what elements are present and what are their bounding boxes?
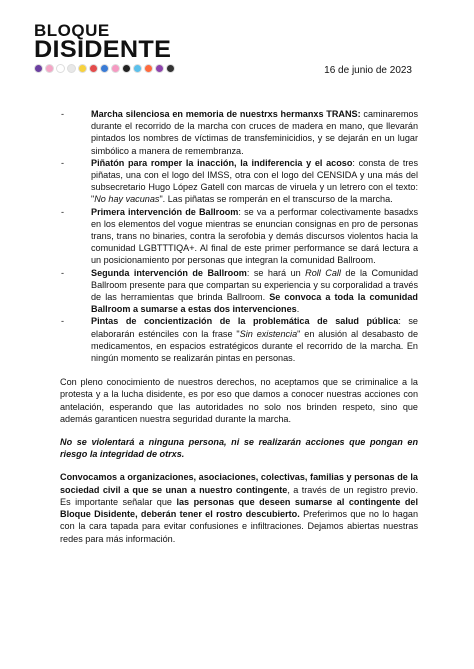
item-text: . [296,304,300,315]
pride-flag-icon [122,64,131,73]
item-italic: Roll Call [305,267,341,278]
item-title: Marcha silenciosa en memoria de nuestrxs hermanxs TRANS: [91,109,361,119]
document-body [60,108,418,545]
list-item-pinaton [91,157,418,206]
item-title: Piñatón para romper la inacción, la indiferencia y el acoso [91,157,353,168]
pride-flag-icon [89,64,98,73]
item-text: de la Comunidad Ballroom presente para que compartan su experiencia y su corporalidad a través de las herramientas que brinda Ballroom. [91,267,419,303]
pride-flag-icon [45,64,54,73]
paragraph-derechos: Con pleno conocimiento de nuestros derechos, no aceptamos que se criminalice a la protesta y a la lucha disidente, es por eso que damos a conocer nuestras acciones con antelación, esperando que las autoridades no solo nos brinden respeto, sino que además garanticen nuestra seguridad durante la marcha. [60,377,418,424]
item-text: : consta de tres piñatas, una con el logo del IMSS, otra con el logo del CENSIDA y una más del subsecretario Hugo López Gatell con marcas de viruela y un letrero con el texto: " [91,157,418,205]
pride-flag-icon [155,64,164,73]
action-list [60,108,418,364]
pride-flag-icon [133,64,142,73]
pride-flag-icon [34,64,43,73]
convocatoria-text: , a través de un registro previo. Es importante señalar que [60,484,418,507]
item-title: Segunda intervención de Ballroom [91,267,247,278]
convocatoria-bold: Convocamos a organizaciones, asociaciones, colectivas, familias y personas de la sociedad civil a que se unan a nuestro contingente [60,472,418,495]
bloque-disidente-logo [34,23,194,73]
item-text: ". Las piñatas se romperán en el transcurso de la marcha. [159,194,393,205]
item-title: Pintas de concientización de la problemática de salud pública [91,316,399,327]
item-bold-call: Se convoca a toda la comunidad Ballroom a sumarse a estas dos intervenciones [91,292,418,315]
item-italic: Sin existencia [239,328,298,339]
list-item-marcha-silenciosa [91,108,418,157]
item-text: " en alusión al desabasto de medicamentos, en espacios estratégicos durante el recorrido de la marcha. En ningún momento se realizarán pintas en personas. [91,328,418,364]
item-title: Primera intervención de Ballroom [91,206,239,217]
pride-flag-icon [100,64,109,73]
paragraph-no-violencia: No se violentará a ninguna persona, ni se realizarán acciones que pongan en riesgo la integridad de otrxs. [60,437,418,460]
logo-line-1: BLOQUE [34,21,110,40]
list-item-segunda-ballroom [91,267,418,316]
pride-flag-icon [166,64,175,73]
pride-flag-icon [56,64,65,73]
convocatoria-text: Preferimos que no lo hagan con la cara tapada para evitar confusiones e infiltraciones. Dejamos abiertas nuestras redes para más información. [60,509,418,544]
pride-flag-icon [144,64,153,73]
list-item-primera-ballroom [91,206,418,267]
list-item-pintas [91,315,418,364]
item-text: : se hará un [246,267,306,278]
item-text: : se elaborarán esténciles con la frase " [91,316,418,339]
item-italic: No hay vacunas [94,194,160,205]
pride-flag-icon [67,64,76,73]
logo-line-2: DISIDENTE [34,36,172,63]
item-text: : se va a performar colectivamente basadxs en los elementos del vogue mientras se enuncian consignas en pro de personas trans, trans no binaries, contra la serofobia y demás discursos violentos hacia la comunidad LGBTTTIQA+. Al final de este primer performance se dará lectura a un posicionamiento por personas que integran la comunidad Ballroom. [91,206,418,266]
document-date: 16 de junio de 2023 [324,65,412,76]
convocatoria-bold-rostro: las personas que deseen sumarse al contingente del Bloque Disidente, deberán tener el rostro descubierto. [60,496,419,520]
item-text: caminaremos durante el recorrido de la marcha con cruces de madera en mano, que llevarán pintados los nombres de víctimas de transfeminicidios, y se dejarán en un lugar simbólico a manera de remembranza. [91,109,419,156]
pride-flag-icon [111,64,120,73]
pride-flags-row [34,64,194,73]
paragraph-convocatoria [60,471,418,544]
pride-flag-icon [78,64,87,73]
